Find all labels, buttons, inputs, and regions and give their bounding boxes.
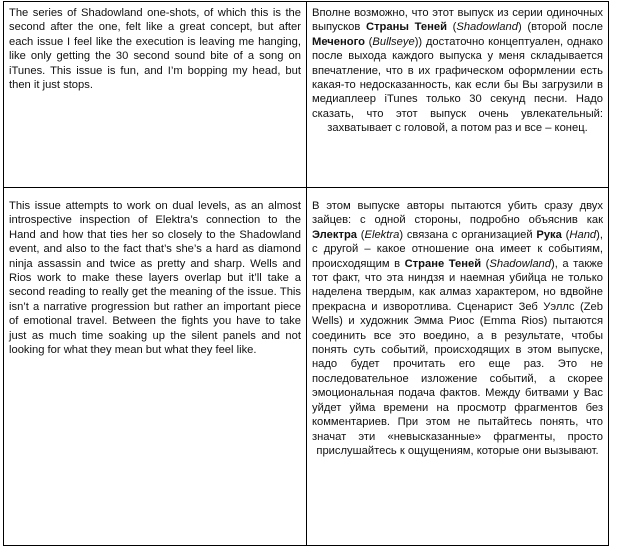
italic-term: Shadowland xyxy=(456,21,518,34)
english-paragraph: The series of Shadowland one-shots, of which this is the second after the one, felt like a great concept, but after each issue I feel like the execution is leaving me hanging, like only getting the 30 second sound bite of a song on iTunes. This issue is fun, and I’m bopping my head, but then it just stops. xyxy=(9,7,301,92)
italic-term: Bullseye xyxy=(372,35,415,48)
bold-term: Страны Теней xyxy=(365,21,447,34)
translation-table xyxy=(3,1,609,546)
table-row xyxy=(4,187,608,545)
bold-term: Стране Теней xyxy=(404,257,482,270)
russian-paragraph xyxy=(312,6,603,136)
english-cell xyxy=(4,2,306,187)
text-run: )) достаточно концептуален, однако после выхода каждого выпуска у меня складывается впечатление, что в их графическом оформлении есть какая-то недосказанность, как если бы Вы загрузили в медиаплеер iTunes только 30 секунд песни. Надо сказать, что этот выпуск очень увлекательный: захватывает с головой, а потом раз и все – конец. xyxy=(312,35,603,135)
text-run: ( xyxy=(364,35,373,48)
text-run: ) связана с организацией xyxy=(399,228,537,241)
text-run: Вполне возможно, что этот выпуск из серии одиночных выпусков xyxy=(312,7,603,34)
italic-term: Shadowland xyxy=(489,257,551,270)
text-run: ) (второй после xyxy=(517,21,603,34)
english-cell xyxy=(4,187,306,545)
bold-term: Рука xyxy=(536,228,562,241)
text-run: ( xyxy=(446,21,457,34)
italic-term: Elektra xyxy=(364,228,400,241)
russian-cell xyxy=(306,2,608,187)
bold-term: Меченого xyxy=(312,35,365,48)
text-run: ), а также тот факт, что эта ниндзя и наемная убийца не только наделена твердым, как алмаз характером, но вдвойне прекрасна и изворотлива. Сценарист Зеб Уэллс (Zeb Wells) и художник Эмма Риос (Emma Rios) пытаются соединить все это воедино, а в результате, чтобы понять суть событий, происходящих в этом выпуске, надо будет прочитать его еще раз. Это не последовательное изложение событий, а скорее эмоциональная подача фактов. Между битвами у Вас уйдет уйма времени на просмотр фрагментов без комментариев. При этом не пытайтесь понять, что значат эти «невысказанные» фрагменты, просто прислушайтесь к ощущениям, которые они вызывают. xyxy=(312,257,603,457)
table-row xyxy=(4,2,608,188)
text-run: ( xyxy=(357,228,365,241)
russian-paragraph xyxy=(312,199,603,458)
english-paragraph: This issue attempts to work on dual levels, as an almost introspective inspection of Elektra’s connection to the Hand and how that ties her so closely to the Shadowland event, and also to the fact that’s she’s a hard as diamond ninja assassin and twice as pretty and sharp. Wells and Rios work to make these layers overlap but it’ll take a second reading to really get the meaning of the issue. This isn’t a narrative progression but rather an important piece of emotional travel. Between the fights you have to take just as much time soaking up the silent panels and not looking for what they mean but what they feel like. xyxy=(9,200,301,357)
bold-term: Электра xyxy=(312,228,357,241)
text-run: ), с другой – какое отношение она имеет к событиям, происходящим в xyxy=(312,228,603,270)
italic-term: Hand xyxy=(569,228,597,241)
russian-cell xyxy=(306,187,608,545)
text-run: В этом выпуске авторы пытаются убить сразу двух зайцев: с одной стороны, подробно объяснив как xyxy=(312,200,603,227)
text-run: ( xyxy=(481,257,490,270)
text-run: ( xyxy=(561,228,570,241)
